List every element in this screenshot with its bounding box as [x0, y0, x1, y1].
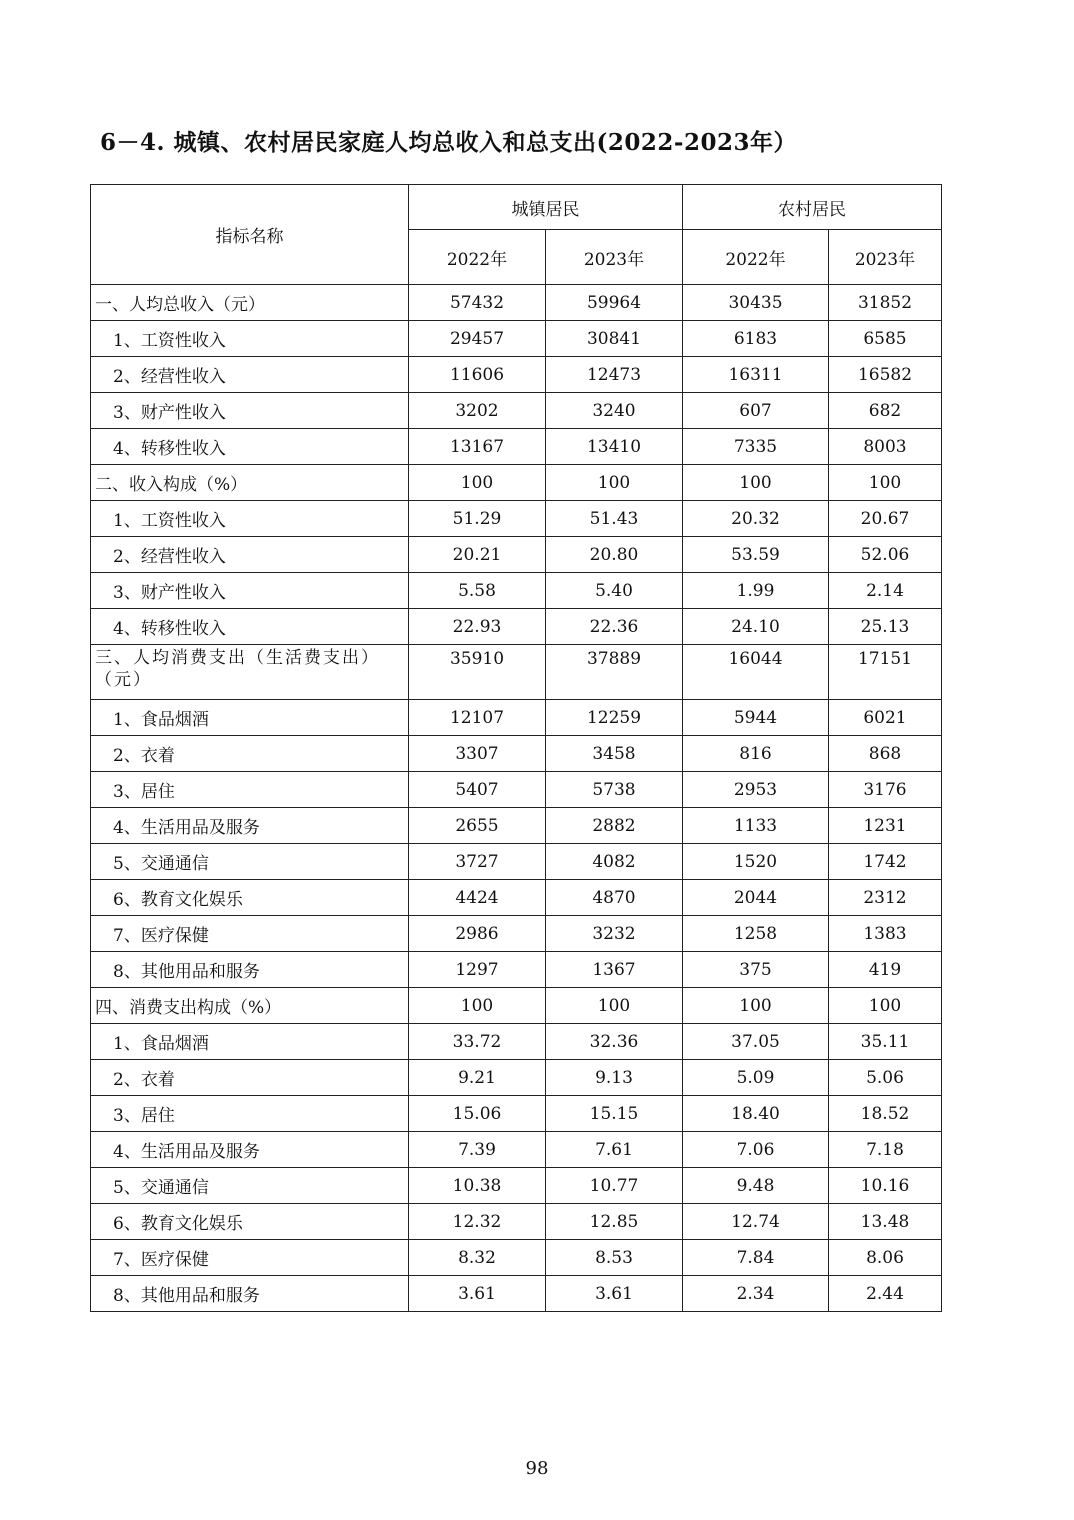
value-cell: 12473 — [546, 357, 683, 393]
value-cell: 100 — [683, 988, 829, 1024]
value-cell: 52.06 — [829, 537, 942, 573]
value-cell: 2044 — [683, 880, 829, 916]
table-row — [91, 1024, 942, 1060]
value-cell: 5.06 — [829, 1060, 942, 1096]
value-cell: 7.06 — [683, 1132, 829, 1168]
value-cell: 11606 — [409, 357, 546, 393]
value-cell: 868 — [829, 736, 942, 772]
value-cell: 25.13 — [829, 609, 942, 645]
value-cell: 12.32 — [409, 1204, 546, 1240]
value-cell: 37.05 — [683, 1024, 829, 1060]
value-cell: 5.40 — [546, 573, 683, 609]
row-label: 2、经营性收入 — [91, 537, 409, 573]
value-cell: 3307 — [409, 736, 546, 772]
value-cell: 8.06 — [829, 1240, 942, 1276]
value-cell: 1.99 — [683, 573, 829, 609]
row-label: 三、人均消费支出（生活费支出）（元） — [91, 645, 409, 700]
value-cell: 33.72 — [409, 1024, 546, 1060]
value-cell: 17151 — [829, 645, 942, 700]
value-cell: 20.32 — [683, 501, 829, 537]
page-title: 6－4. 城镇、农村居民家庭人均总收入和总支出(2022-2023年） — [100, 129, 797, 156]
row-label: 四、消费支出构成（%） — [91, 988, 409, 1024]
value-cell: 2986 — [409, 916, 546, 952]
row-label: 7、医疗保健 — [91, 916, 409, 952]
value-cell: 3232 — [546, 916, 683, 952]
value-cell: 13410 — [546, 429, 683, 465]
value-cell: 2.14 — [829, 573, 942, 609]
value-cell: 15.15 — [546, 1096, 683, 1132]
value-cell: 100 — [683, 465, 829, 501]
year-header: 2023年 — [829, 230, 942, 285]
value-cell: 2953 — [683, 772, 829, 808]
value-cell: 3202 — [409, 393, 546, 429]
value-cell: 57432 — [409, 285, 546, 321]
rural-header: 农村居民 — [683, 185, 942, 230]
data-table — [90, 184, 942, 1312]
header-row-group — [91, 185, 942, 230]
row-label: 4、转移性收入 — [91, 609, 409, 645]
value-cell: 5.09 — [683, 1060, 829, 1096]
table-row — [91, 501, 942, 537]
value-cell: 3458 — [546, 736, 683, 772]
row-label: 2、经营性收入 — [91, 357, 409, 393]
table-row — [91, 808, 942, 844]
table-row — [91, 1276, 942, 1312]
value-cell: 4424 — [409, 880, 546, 916]
value-cell: 7.84 — [683, 1240, 829, 1276]
value-cell: 1231 — [829, 808, 942, 844]
value-cell: 6021 — [829, 700, 942, 736]
value-cell: 12.74 — [683, 1204, 829, 1240]
value-cell: 100 — [546, 988, 683, 1024]
value-cell: 18.52 — [829, 1096, 942, 1132]
value-cell: 32.36 — [546, 1024, 683, 1060]
value-cell: 100 — [409, 988, 546, 1024]
table-row — [91, 988, 942, 1024]
indicator-header: 指标名称 — [91, 185, 409, 285]
row-label: 二、收入构成（%） — [91, 465, 409, 501]
value-cell: 5407 — [409, 772, 546, 808]
value-cell: 3240 — [546, 393, 683, 429]
value-cell: 3.61 — [546, 1276, 683, 1312]
table-row — [91, 880, 942, 916]
value-cell: 22.36 — [546, 609, 683, 645]
row-label: 3、居住 — [91, 1096, 409, 1132]
value-cell: 10.16 — [829, 1168, 942, 1204]
table-row — [91, 916, 942, 952]
row-label: 一、人均总收入（元） — [91, 285, 409, 321]
value-cell: 59964 — [546, 285, 683, 321]
value-cell: 12.85 — [546, 1204, 683, 1240]
value-cell: 1133 — [683, 808, 829, 844]
value-cell: 35910 — [409, 645, 546, 700]
row-label: 6、教育文化娱乐 — [91, 1204, 409, 1240]
row-label: 3、居住 — [91, 772, 409, 808]
table-row — [91, 1060, 942, 1096]
value-cell: 1367 — [546, 952, 683, 988]
row-label: 8、其他用品和服务 — [91, 952, 409, 988]
row-label: 5、交通通信 — [91, 844, 409, 880]
row-label: 5、交通通信 — [91, 1168, 409, 1204]
row-label: 4、生活用品及服务 — [91, 1132, 409, 1168]
value-cell: 682 — [829, 393, 942, 429]
value-cell: 24.10 — [683, 609, 829, 645]
value-cell: 10.77 — [546, 1168, 683, 1204]
table-row — [91, 772, 942, 808]
year-header: 2022年 — [683, 230, 829, 285]
row-label: 1、食品烟酒 — [91, 1024, 409, 1060]
value-cell: 100 — [829, 465, 942, 501]
value-cell: 2.44 — [829, 1276, 942, 1312]
value-cell: 12107 — [409, 700, 546, 736]
value-cell: 20.67 — [829, 501, 942, 537]
page-number: 98 — [525, 1458, 549, 1479]
value-cell: 7.61 — [546, 1132, 683, 1168]
value-cell: 13.48 — [829, 1204, 942, 1240]
table-row — [91, 1096, 942, 1132]
row-label: 2、衣着 — [91, 736, 409, 772]
table-row — [91, 465, 942, 501]
value-cell: 2655 — [409, 808, 546, 844]
value-cell: 30435 — [683, 285, 829, 321]
value-cell: 2312 — [829, 880, 942, 916]
table-row — [91, 952, 942, 988]
table-row — [91, 321, 942, 357]
row-label: 7、医疗保健 — [91, 1240, 409, 1276]
value-cell: 37889 — [546, 645, 683, 700]
value-cell: 8003 — [829, 429, 942, 465]
value-cell: 1520 — [683, 844, 829, 880]
value-cell: 100 — [546, 465, 683, 501]
table-row — [91, 844, 942, 880]
value-cell: 2.34 — [683, 1276, 829, 1312]
table-row — [91, 393, 942, 429]
value-cell: 100 — [829, 988, 942, 1024]
row-label: 2、衣着 — [91, 1060, 409, 1096]
value-cell: 3.61 — [409, 1276, 546, 1312]
value-cell: 51.43 — [546, 501, 683, 537]
value-cell: 1258 — [683, 916, 829, 952]
value-cell: 2882 — [546, 808, 683, 844]
value-cell: 20.21 — [409, 537, 546, 573]
urban-header: 城镇居民 — [409, 185, 683, 230]
value-cell: 30841 — [546, 321, 683, 357]
year-header: 2023年 — [546, 230, 683, 285]
value-cell: 13167 — [409, 429, 546, 465]
row-label: 4、生活用品及服务 — [91, 808, 409, 844]
value-cell: 31852 — [829, 285, 942, 321]
row-label: 3、财产性收入 — [91, 573, 409, 609]
value-cell: 5944 — [683, 700, 829, 736]
value-cell: 6183 — [683, 321, 829, 357]
table-row — [91, 285, 942, 321]
value-cell: 7.18 — [829, 1132, 942, 1168]
value-cell: 7335 — [683, 429, 829, 465]
value-cell: 22.93 — [409, 609, 546, 645]
value-cell: 10.38 — [409, 1168, 546, 1204]
value-cell: 35.11 — [829, 1024, 942, 1060]
row-label: 8、其他用品和服务 — [91, 1276, 409, 1312]
row-label: 1、工资性收入 — [91, 501, 409, 537]
value-cell: 375 — [683, 952, 829, 988]
value-cell: 4082 — [546, 844, 683, 880]
value-cell: 5738 — [546, 772, 683, 808]
value-cell: 100 — [409, 465, 546, 501]
table-row — [91, 700, 942, 736]
value-cell: 7.39 — [409, 1132, 546, 1168]
value-cell: 3176 — [829, 772, 942, 808]
value-cell: 9.21 — [409, 1060, 546, 1096]
value-cell: 16044 — [683, 645, 829, 700]
table-row — [91, 357, 942, 393]
value-cell: 607 — [683, 393, 829, 429]
value-cell: 6585 — [829, 321, 942, 357]
table-row — [91, 1240, 942, 1276]
value-cell: 4870 — [546, 880, 683, 916]
value-cell: 16311 — [683, 357, 829, 393]
row-label: 6、教育文化娱乐 — [91, 880, 409, 916]
table-row — [91, 1204, 942, 1240]
value-cell: 9.48 — [683, 1168, 829, 1204]
value-cell: 9.13 — [546, 1060, 683, 1096]
table-row — [91, 573, 942, 609]
table-body — [91, 285, 942, 1312]
value-cell: 419 — [829, 952, 942, 988]
value-cell: 15.06 — [409, 1096, 546, 1132]
table-row — [91, 645, 942, 700]
value-cell: 1383 — [829, 916, 942, 952]
year-header: 2022年 — [409, 230, 546, 285]
row-label: 1、食品烟酒 — [91, 700, 409, 736]
value-cell: 29457 — [409, 321, 546, 357]
value-cell: 53.59 — [683, 537, 829, 573]
value-cell: 18.40 — [683, 1096, 829, 1132]
row-label: 4、转移性收入 — [91, 429, 409, 465]
value-cell: 816 — [683, 736, 829, 772]
value-cell: 1297 — [409, 952, 546, 988]
table-row — [91, 429, 942, 465]
value-cell: 16582 — [829, 357, 942, 393]
value-cell: 12259 — [546, 700, 683, 736]
value-cell: 20.80 — [546, 537, 683, 573]
table-row — [91, 1168, 942, 1204]
row-label: 1、工资性收入 — [91, 321, 409, 357]
value-cell: 3727 — [409, 844, 546, 880]
table-row — [91, 1132, 942, 1168]
value-cell: 8.53 — [546, 1240, 683, 1276]
table-row — [91, 537, 942, 573]
value-cell: 1742 — [829, 844, 942, 880]
value-cell: 51.29 — [409, 501, 546, 537]
row-label: 3、财产性收入 — [91, 393, 409, 429]
table-row — [91, 736, 942, 772]
value-cell: 5.58 — [409, 573, 546, 609]
value-cell: 8.32 — [409, 1240, 546, 1276]
table-row — [91, 609, 942, 645]
